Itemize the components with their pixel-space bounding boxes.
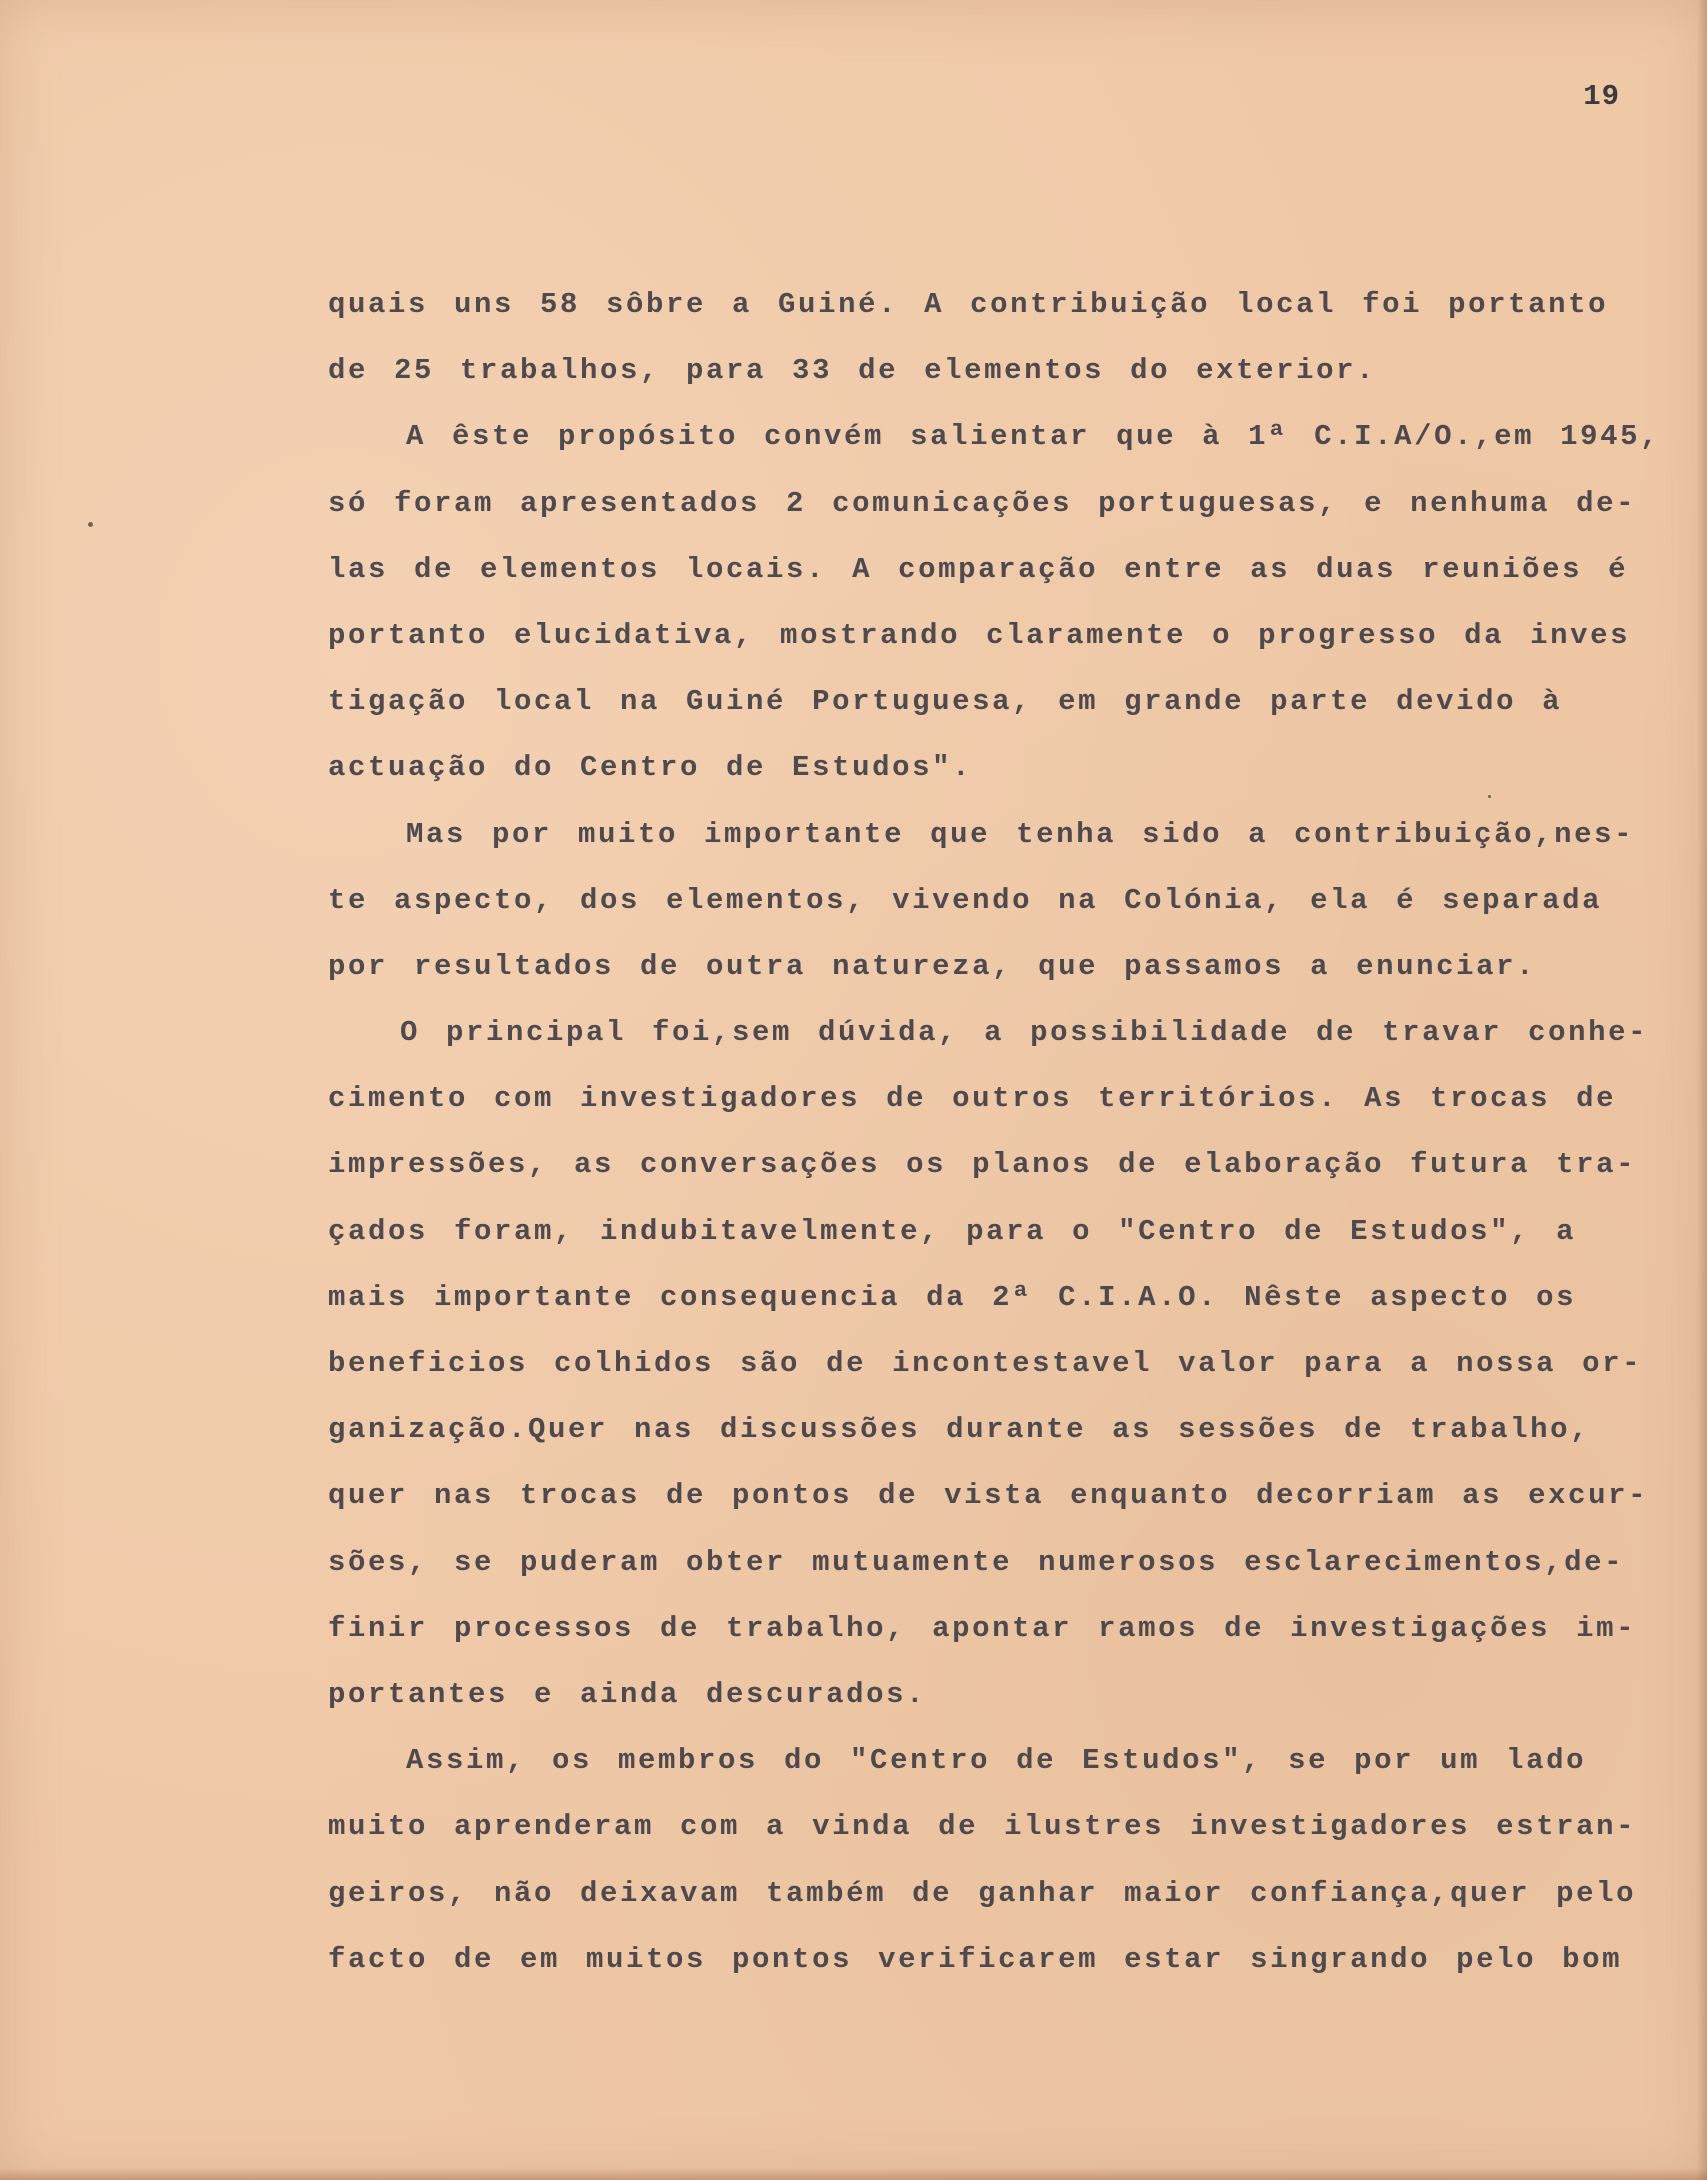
paper-edge-bottom — [0, 2168, 1707, 2180]
page-number: 19 — [1583, 80, 1620, 113]
text-line: sões, se puderam obter mutuamente numerosos esclarecimentos,de- — [328, 1545, 1625, 1579]
text-line: facto de em muitos pontos verificarem estar singrando pelo bom — [328, 1942, 1623, 1976]
text-line: O principal foi,sem dúvida, a possibilidade de travar conhe- — [400, 1016, 1649, 1050]
text-line: finir processos de trabalho, apontar ramos de investigações im- — [328, 1611, 1637, 1645]
text-line: çados foram, indubitavelmente, para o "Centro de Estudos", a — [328, 1214, 1577, 1248]
text-line: só foram apresentados 2 comunicações portuguesas, e nenhuma de- — [328, 486, 1637, 520]
text-line: cimento com investigadores de outros territórios. As trocas de — [328, 1082, 1617, 1116]
text-line: por resultados de outra natureza, que passamos a enunciar. — [328, 949, 1537, 983]
text-line: las de elementos locais. A comparação entre as duas reuniões é — [328, 552, 1629, 586]
text-line: te aspecto, dos elementos, vivendo na Colónia, ela é separada — [328, 883, 1603, 917]
text-line: portantes e ainda descurados. — [328, 1677, 927, 1711]
text-line: tigação local na Guiné Portuguesa, em grande parte devido à — [328, 685, 1563, 719]
body-text — [328, 272, 1661, 1993]
text-line: A êste propósito convém salientar que à 1ª C.I.A/O.,em 1945, — [406, 420, 1661, 454]
text-line: quais uns 58 sôbre a Guiné. A contribuição local foi portanto — [328, 288, 1609, 321]
text-line: quer nas trocas de pontos de vista enquanto decorriam as excur- — [328, 1479, 1649, 1513]
paper-speck — [88, 522, 93, 527]
text-line: impressões, as conversações os planos de elaboração futura tra- — [328, 1148, 1637, 1182]
text-line: beneficios colhidos são de incontestavel valor para a nossa or- — [328, 1347, 1643, 1380]
text-line: ganização.Quer nas discussões durante as sessões de trabalho, — [328, 1413, 1591, 1447]
text-line: actuação do Centro de Estudos". — [328, 751, 973, 785]
text-line: muito aprenderam com a vinda de ilustres investigadores estran- — [328, 1810, 1637, 1844]
text-line: portanto elucidativa, mostrando claramente o progresso da inves — [328, 618, 1631, 652]
text-line: de 25 trabalhos, para 33 de elementos do exterior. — [328, 354, 1377, 388]
text-line: mais importante consequencia da 2ª C.I.A.O. Nêste aspecto os — [328, 1280, 1577, 1314]
text-line: Assim, os membros do "Centro de Estudos", se por um lado — [406, 1744, 1587, 1778]
paper-edge-right — [1697, 0, 1707, 2180]
text-line: Mas por muito importante que tenha sido a contribuição,nes- — [406, 817, 1635, 851]
text-line: geiros, não deixavam também de ganhar maior confiança,quer pelo — [328, 1876, 1637, 1910]
